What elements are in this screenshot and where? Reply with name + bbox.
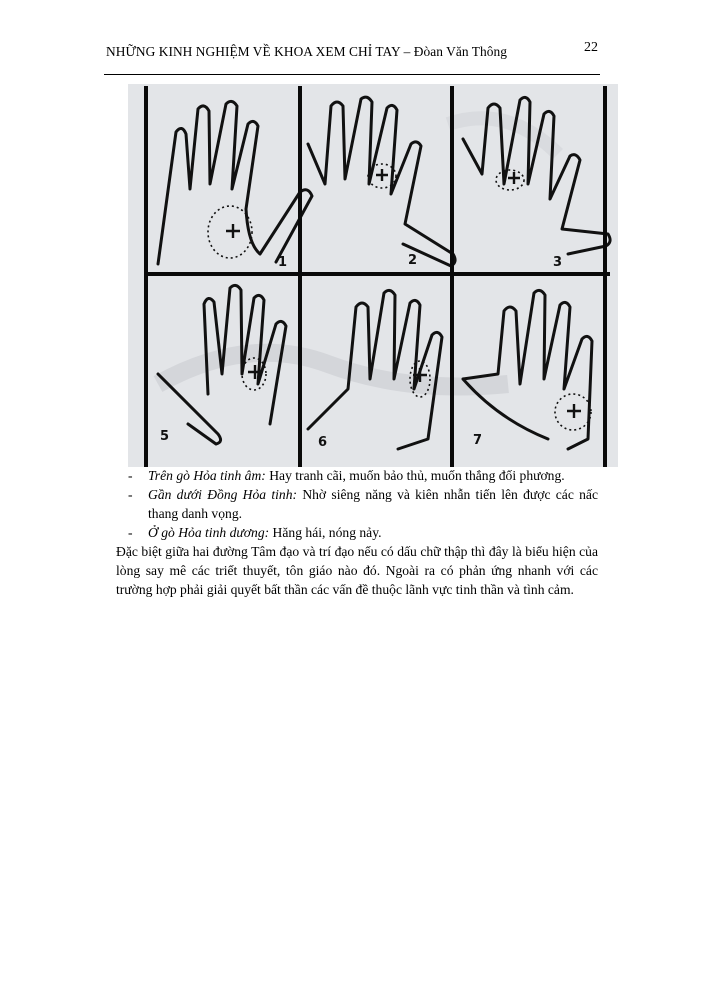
header-title: NHỮNG KINH NGHIỆM VỀ KHOA XEM CHỈ TAY – Đòan Văn Thông <box>106 44 507 59</box>
page-number: 22 <box>584 40 598 55</box>
panel-label-5: 5 <box>160 429 170 444</box>
bullet-dash: - <box>128 468 133 483</box>
bullet-dash: - <box>128 525 133 540</box>
panel-label-7: 7 <box>473 433 483 448</box>
panel-label-1: 1 <box>278 255 288 270</box>
bullet-term: Gần dưới Đồng Hỏa tinh: <box>148 487 298 502</box>
body-text <box>116 466 598 599</box>
panel-label-6: 6 <box>318 435 328 450</box>
palm-diagram-svg <box>128 84 618 467</box>
bullet-item <box>116 485 598 523</box>
bullet-item <box>116 523 598 542</box>
bullet-text: Hay tranh cãi, muốn bảo thủ, muốn thắng đối phương. <box>265 468 565 483</box>
panel-label-2: 2 <box>408 253 418 268</box>
bullet-item <box>116 466 598 485</box>
bullet-term: Trên gò Hỏa tinh âm: <box>148 468 266 483</box>
bullet-text: Nhờ siêng năng và kiên nhẫn tiến lên được các nấc thang danh vọng. <box>148 487 598 521</box>
palm-diagram-figure <box>128 84 618 467</box>
page-header <box>104 38 600 75</box>
panel-label-3: 3 <box>553 255 563 270</box>
bullet-dash: - <box>128 487 133 502</box>
bullet-text: Hăng hái, nóng nảy. <box>269 525 382 540</box>
bullet-term: Ở gò Hỏa tinh dương: <box>148 525 270 540</box>
body-paragraph: Đặc biệt giữa hai đường Tâm đạo và trí đạo nếu có dấu chữ thập thì đây là biểu hiện của lòng say mê các triết thuyết, tôn giáo nào đó. Ngoài ra có phản ứng nhanh với các trường hợp phải giải quyết bất thần các vấn đề thuộc lãnh vực tinh thần và tình cảm. <box>116 544 598 597</box>
